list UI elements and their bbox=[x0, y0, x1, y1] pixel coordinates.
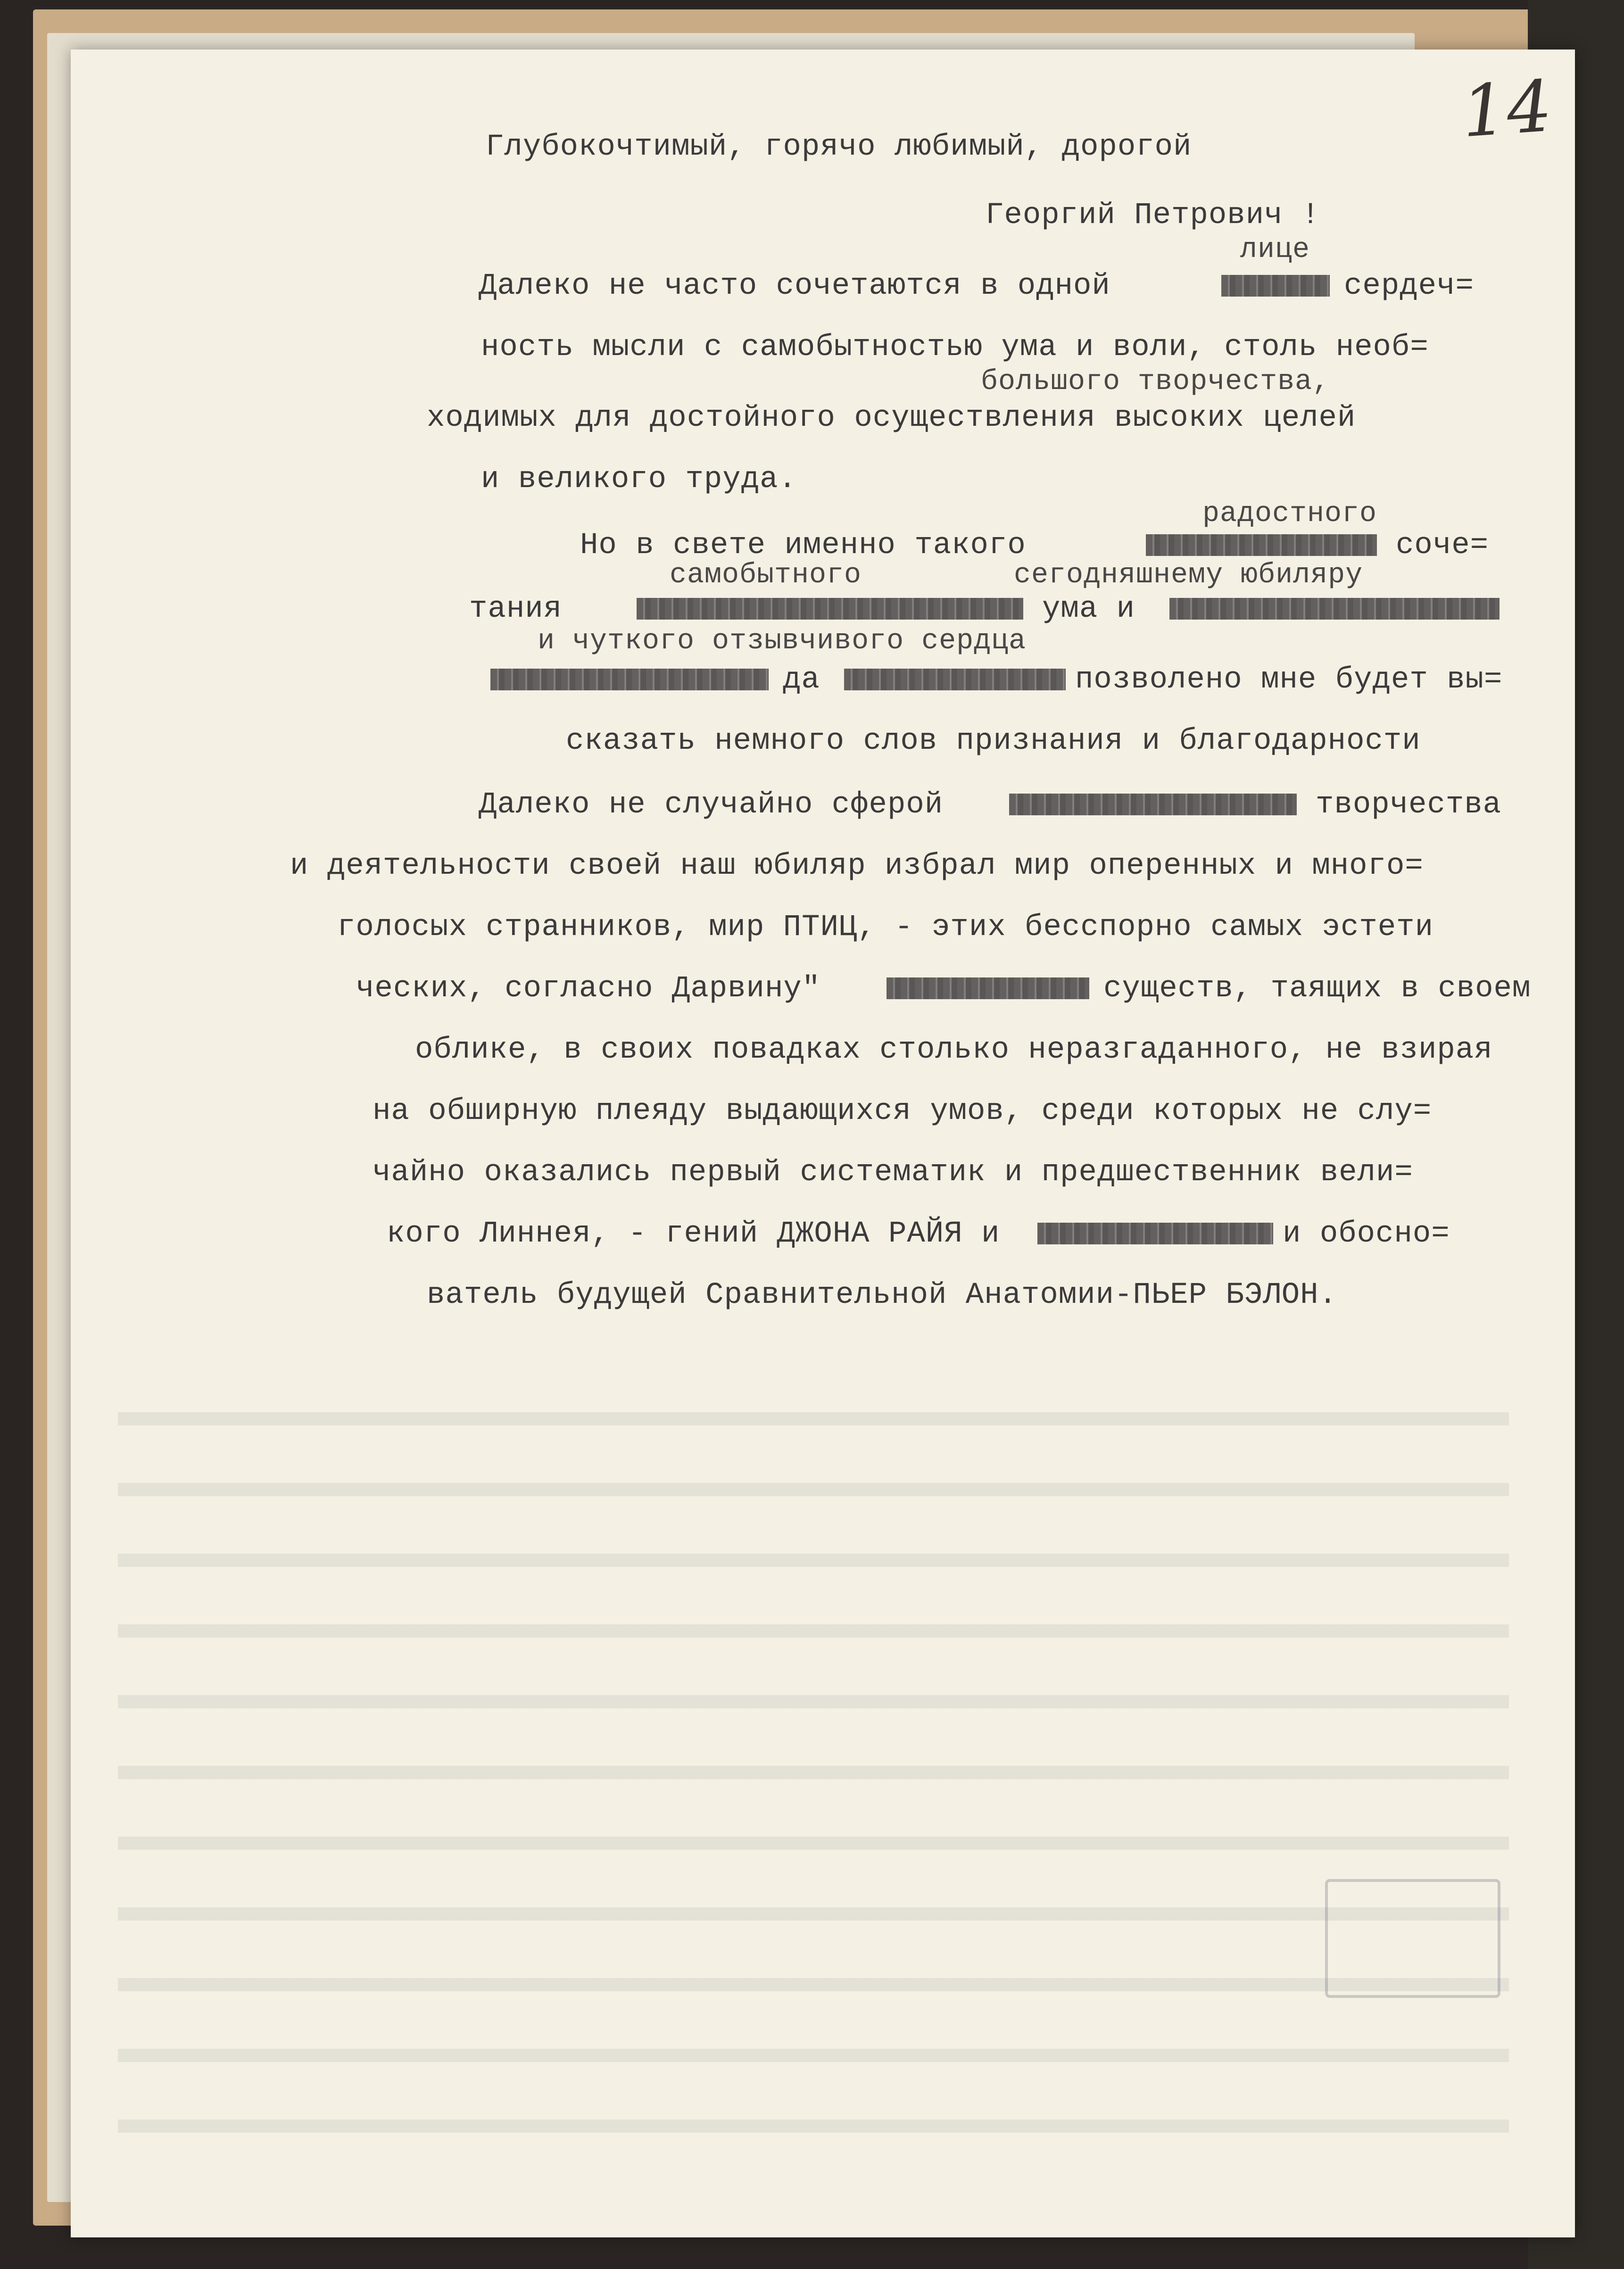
text-line-6-mid: ума и bbox=[1042, 592, 1135, 626]
struck-word bbox=[1037, 1223, 1273, 1244]
text-line-17: ватель будущей Сравнительной Анатомии-ПЬЕР БЭЛОН. bbox=[427, 1278, 1337, 1312]
insertion-chutkogo: и чуткого отзывчивого сердца bbox=[538, 625, 1027, 657]
struck-word bbox=[1146, 534, 1377, 556]
text-line-9: Далеко не случайно сферой bbox=[479, 788, 944, 822]
struck-word bbox=[844, 669, 1066, 690]
archive-stamp bbox=[1325, 1879, 1500, 1998]
text-line-7-end: позволено мне будет вы= bbox=[1075, 663, 1503, 697]
struck-word bbox=[1169, 598, 1500, 620]
insertion-tvorchestva: большого творчества, bbox=[981, 366, 1330, 398]
text-line-12: ческих, согласно Дарвину" bbox=[356, 972, 821, 1006]
text-line-14: на обширную плеяду выдающихся умов, среди которых не слу= bbox=[373, 1094, 1432, 1128]
text-line-13: облике, в своих повадках столько неразгаданного, не взирая bbox=[415, 1033, 1493, 1067]
struck-word bbox=[1221, 275, 1330, 297]
show-through-text bbox=[118, 1370, 1509, 2171]
struck-word bbox=[1009, 794, 1297, 815]
text-line-9-end: творчества bbox=[1316, 788, 1502, 822]
text-line-16-end: и обосно= bbox=[1283, 1217, 1450, 1251]
text-line-5-end: соче= bbox=[1396, 529, 1489, 563]
text-line-1: Далеко не часто сочетаются в одной bbox=[479, 269, 1110, 303]
text-line-7-mid: да bbox=[783, 663, 820, 697]
insertion-segodnyashnemu: сегодняшнему юбиляру bbox=[1014, 559, 1363, 591]
typewritten-page bbox=[71, 50, 1575, 2237]
insertion-radostnogo: радостного bbox=[1202, 498, 1377, 530]
text-line-8: сказать немного слов признания и благодарности bbox=[566, 724, 1421, 758]
text-line-1-end: сердеч= bbox=[1344, 269, 1474, 303]
text-line-16: кого Линнея, - гений ДЖОНА РАЙЯ и bbox=[387, 1217, 1000, 1251]
text-line-12-end: существ, таящих в своем bbox=[1103, 972, 1531, 1006]
text-line-3: ходимых для достойного осуществления высоких целей bbox=[427, 401, 1356, 435]
salutation: Глубокочтимый, горячо любимый, дорогой bbox=[486, 130, 1192, 164]
text-line-6: тания bbox=[469, 592, 563, 626]
text-line-2: ность мысли с самобытностью ума и воли, столь необ= bbox=[481, 331, 1429, 364]
text-line-10: и деятельности своей наш юбиляр избрал мир оперенных и много= bbox=[290, 849, 1424, 883]
text-line-4: и великого труда. bbox=[481, 463, 797, 497]
struck-word bbox=[637, 598, 1023, 620]
insertion-litse: лице bbox=[1240, 234, 1310, 266]
insertion-samobytnogo: самобытного bbox=[670, 559, 862, 591]
struck-word bbox=[887, 977, 1089, 999]
text-line-5: Но в свете именно такого bbox=[580, 529, 1026, 563]
text-line-15: чайно оказались первый систематик и предшественник вели= bbox=[373, 1156, 1413, 1190]
struck-word bbox=[490, 669, 769, 690]
text-line-11: голосых странников, мир ПТИЦ, - этих бесспорно самых эстети bbox=[337, 911, 1433, 944]
page-number: 14 bbox=[1459, 65, 1555, 154]
addressee: Георгий Петрович ! bbox=[986, 199, 1320, 232]
